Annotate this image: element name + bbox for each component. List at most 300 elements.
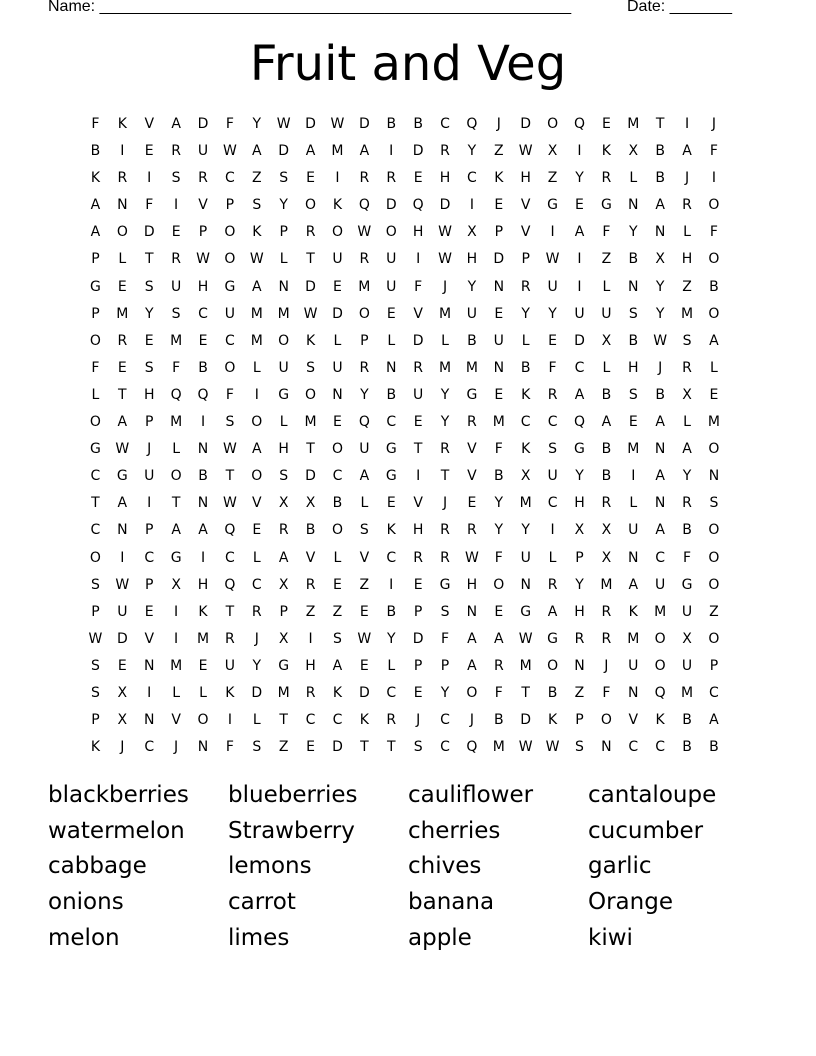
grid-letter: J	[442, 495, 448, 512]
grid-letter: U	[386, 251, 397, 268]
grid-row	[82, 436, 727, 463]
grid-letter: N	[493, 359, 505, 376]
grid-letter: I	[335, 170, 340, 187]
grid-letter: E	[575, 197, 584, 214]
grid-letter: B	[332, 495, 343, 512]
grid-letter: X	[520, 468, 531, 485]
grid-letter: K	[601, 143, 611, 160]
grid-letter: P	[198, 224, 208, 241]
word-list-item: cherries	[408, 817, 501, 844]
grid-letter: U	[144, 468, 155, 485]
grid-letter: L	[441, 332, 449, 349]
grid-letter: R	[117, 332, 128, 349]
grid-letter: W	[545, 251, 560, 268]
grid-letter: U	[278, 359, 289, 376]
grid-letter: D	[305, 116, 316, 132]
grid-letter: R	[520, 278, 531, 295]
grid-letter: W	[357, 224, 372, 241]
grid-row	[82, 572, 727, 599]
word-list-item: chives	[408, 853, 482, 880]
grid-letter: L	[199, 684, 207, 701]
grid-letter: D	[412, 630, 424, 647]
grid-letter: G	[439, 576, 451, 593]
grid-letter: V	[359, 549, 370, 566]
grid-letter: G	[278, 657, 290, 674]
grid-letter: Y	[252, 116, 262, 132]
grid-letter: Y	[521, 305, 530, 322]
grid-letter: S	[91, 657, 100, 674]
grid-letter: L	[387, 657, 396, 674]
grid-letter: O	[170, 468, 182, 485]
grid-letter: S	[628, 386, 638, 403]
grid-letter: R	[601, 495, 612, 512]
grid-letter: F	[145, 197, 154, 214]
grid-letter: M	[627, 441, 640, 458]
grid-letter: R	[386, 170, 397, 187]
grid-letter: A	[682, 143, 692, 160]
grid-letter: W	[303, 305, 318, 322]
grid-letter: K	[359, 712, 369, 729]
grid-letter: J	[147, 441, 152, 458]
grid-letter: B	[494, 468, 504, 485]
grid-row	[82, 680, 727, 707]
grid-letter: B	[198, 468, 208, 485]
grid-letter: W	[545, 739, 560, 756]
grid-letter: M	[250, 305, 263, 322]
word-list-item: onions	[48, 889, 124, 916]
grid-letter: X	[278, 495, 289, 512]
grid-letter: M	[277, 305, 290, 322]
grid-letter: M	[438, 359, 452, 376]
grid-letter: O	[708, 549, 720, 566]
grid-letter: R	[574, 630, 585, 647]
grid-letter: N	[278, 278, 289, 295]
grid-letter: T	[360, 739, 369, 756]
grid-letter: D	[197, 116, 209, 132]
grid-letter: Z	[278, 739, 289, 756]
grid-letter: E	[413, 576, 423, 593]
grid-letter: R	[359, 359, 370, 376]
grid-letter: A	[655, 522, 665, 539]
grid-letter: Q	[412, 197, 424, 214]
grid-letter: T	[386, 739, 396, 756]
grid-letter: R	[467, 414, 477, 431]
grid-letter: I	[416, 468, 421, 485]
grid-letter: M	[680, 684, 694, 701]
grid-letter: P	[91, 251, 100, 268]
grid-letter: C	[225, 332, 235, 349]
grid-letter: F	[91, 116, 100, 132]
grid-row	[82, 192, 727, 219]
grid-letter: I	[711, 170, 716, 187]
grid-letter: T	[306, 441, 315, 458]
grid-letter: A	[171, 522, 181, 539]
grid-letter: T	[521, 684, 530, 701]
grid-letter: C	[225, 170, 235, 187]
grid-letter: B	[547, 684, 558, 701]
grid-letter: P	[91, 712, 100, 729]
grid-letter: B	[386, 116, 397, 132]
grid-letter: J	[711, 116, 716, 132]
grid-letter: O	[251, 414, 263, 431]
grid-letter: R	[601, 630, 612, 647]
grid-letter: A	[494, 630, 504, 647]
grid-letter: D	[574, 332, 585, 349]
grid-letter: D	[143, 224, 155, 241]
grid-letter: P	[413, 603, 423, 620]
grid-letter: K	[521, 441, 531, 458]
grid-letter: R	[682, 495, 692, 512]
grid-letter: Z	[332, 603, 343, 620]
grid-letter: M	[170, 332, 183, 349]
grid-letter: I	[389, 576, 394, 593]
grid-letter: O	[89, 549, 101, 566]
grid-letter: I	[147, 170, 152, 187]
grid-letter: M	[627, 116, 640, 132]
grid-letter: R	[440, 441, 450, 458]
grid-letter: B	[413, 116, 423, 132]
grid-letter: V	[520, 224, 531, 241]
word-list-item: cantaloupe	[588, 782, 717, 808]
grid-letter: P	[279, 603, 288, 620]
grid-letter: C	[547, 495, 558, 512]
grid-letter: G	[681, 576, 693, 593]
grid-letter: L	[360, 495, 369, 512]
grid-letter: K	[305, 332, 316, 349]
grid-letter: U	[117, 603, 128, 620]
grid-letter: Y	[575, 468, 584, 485]
grid-letter: S	[252, 197, 262, 214]
grid-letter: N	[628, 549, 639, 566]
grid-letter: Y	[494, 495, 504, 512]
grid-letter: K	[655, 712, 665, 729]
grid-letter: P	[145, 522, 154, 539]
grid-letter: O	[358, 305, 370, 322]
grid-letter: I	[550, 224, 555, 241]
grid-letter: B	[494, 712, 504, 729]
grid-letter: R	[305, 224, 316, 241]
grid-letter: U	[628, 657, 639, 674]
grid-letter: X	[117, 684, 128, 701]
grid-letter: S	[575, 739, 584, 756]
grid-letter: G	[547, 197, 559, 214]
grid-letter: W	[357, 630, 372, 647]
grid-letter: X	[547, 143, 558, 160]
grid-letter: D	[251, 684, 263, 701]
word-list-item: Strawberry	[228, 817, 355, 844]
grid-letter: W	[249, 251, 264, 268]
grid-letter: E	[601, 116, 611, 132]
grid-letter: L	[683, 414, 691, 431]
grid-letter: N	[143, 657, 155, 674]
grid-letter: P	[494, 224, 504, 241]
grid-letter: W	[115, 576, 130, 593]
grid-letter: L	[118, 251, 127, 268]
grid-letter: I	[577, 143, 582, 160]
grid-letter: X	[171, 576, 181, 593]
grid-letter: B	[709, 739, 719, 756]
grid-letter: N	[628, 684, 639, 701]
grid-letter: Q	[573, 414, 585, 431]
grid-letter: U	[681, 603, 693, 620]
grid-letter: M	[519, 657, 532, 674]
grid-letter: F	[494, 549, 503, 566]
grid-letter: C	[520, 414, 531, 431]
grid-letter: T	[225, 468, 235, 485]
grid-letter: S	[682, 332, 692, 349]
grid-letter: N	[466, 603, 478, 620]
grid-letter: O	[466, 684, 478, 701]
grid-letter: W	[438, 251, 452, 268]
grid-letter: H	[439, 170, 451, 187]
grid-letter: E	[494, 603, 504, 620]
grid-letter: M	[304, 414, 317, 431]
grid-letter: M	[492, 414, 505, 431]
grid-letter: N	[708, 468, 720, 485]
grid-letter: H	[278, 441, 289, 458]
grid-letter: F	[494, 441, 503, 458]
grid-letter: S	[171, 305, 181, 322]
grid-letter: A	[359, 143, 370, 160]
grid-letter: V	[520, 197, 531, 214]
grid-letter: W	[222, 143, 237, 160]
grid-letter: N	[117, 197, 128, 214]
grid-letter: E	[413, 170, 423, 187]
grid-letter: N	[197, 495, 209, 512]
grid-letter: E	[117, 657, 127, 674]
grid-letter: H	[574, 603, 585, 620]
grid-letter: R	[682, 197, 692, 214]
grid-letter: G	[278, 386, 290, 403]
grid-letter: C	[628, 739, 639, 756]
grid-letter: E	[171, 224, 181, 241]
grid-letter: N	[520, 576, 531, 593]
grid-letter: A	[198, 522, 208, 539]
grid-letter: E	[709, 386, 719, 403]
grid-letter: E	[628, 414, 638, 431]
grid-letter: B	[198, 359, 208, 376]
grid-letter: Q	[358, 197, 370, 214]
page-title: Fruit and Veg	[249, 36, 567, 92]
grid-letter: I	[147, 495, 152, 512]
grid-letter: X	[574, 522, 585, 539]
grid-letter: I	[550, 522, 555, 539]
grid-letter: C	[547, 414, 558, 431]
grid-letter: A	[117, 414, 128, 431]
grid-letter: E	[333, 278, 342, 295]
grid-letter: U	[197, 143, 209, 160]
grid-letter: L	[602, 359, 611, 376]
grid-letter: P	[440, 657, 450, 674]
grid-letter: J	[604, 657, 609, 674]
grid-letter: R	[359, 170, 370, 187]
grid-letter: L	[172, 684, 181, 701]
grid-letter: E	[252, 522, 262, 539]
grid-letter: D	[358, 116, 370, 132]
grid-row	[82, 328, 727, 355]
grid-letter: P	[575, 549, 584, 566]
grid-letter: B	[520, 359, 531, 376]
grid-letter: T	[413, 441, 423, 458]
grid-letter: L	[172, 441, 181, 458]
grid-letter: R	[413, 549, 423, 566]
grid-letter: F	[548, 359, 557, 376]
grid-letter: R	[251, 603, 262, 620]
grid-letter: R	[493, 657, 504, 674]
grid-letter: R	[305, 576, 316, 593]
grid-letter: T	[171, 495, 181, 512]
grid-letter: X	[601, 522, 612, 539]
grid-letter: K	[494, 170, 504, 187]
grid-letter: T	[91, 495, 100, 512]
grid-letter: Q	[573, 116, 585, 132]
grid-letter: K	[252, 224, 262, 241]
grid-letter: R	[171, 143, 181, 160]
grid-letter: M	[358, 278, 371, 295]
grid-letter: R	[547, 576, 558, 593]
grid-letter: W	[222, 441, 237, 458]
grid-letter: N	[601, 739, 612, 756]
grid-letter: O	[708, 251, 720, 268]
grid-letter: C	[655, 739, 666, 756]
grid-letter: D	[305, 278, 316, 295]
grid-letter: L	[252, 359, 261, 376]
grid-letter: N	[654, 441, 666, 458]
grid-letter: D	[385, 197, 397, 214]
grid-letter: R	[440, 549, 450, 566]
grid-letter: W	[464, 549, 479, 566]
grid-letter: S	[279, 468, 289, 485]
word-list-item: garlic	[588, 853, 652, 880]
grid-letter: L	[387, 332, 396, 349]
grid-letter: S	[91, 576, 100, 593]
grid-letter: X	[628, 143, 639, 160]
grid-letter: D	[116, 630, 128, 647]
grid-letter: R	[386, 712, 397, 729]
grid-letter: M	[250, 332, 263, 349]
grid-letter: L	[333, 549, 342, 566]
grid-letter: I	[577, 278, 582, 295]
grid-letter: B	[386, 386, 397, 403]
grid-letter: V	[144, 630, 155, 647]
grid-letter: O	[224, 359, 236, 376]
grid-letter: S	[225, 414, 235, 431]
grid-letter: O	[305, 386, 317, 403]
grid-letter: O	[89, 414, 101, 431]
grid-letter: A	[252, 143, 262, 160]
grid-letter: N	[332, 386, 343, 403]
grid-letter: T	[655, 116, 665, 132]
grid-letter: R	[413, 359, 423, 376]
word-list-item: lemons	[228, 853, 312, 880]
grid-letter: E	[494, 197, 504, 214]
grid-letter: C	[386, 414, 397, 431]
grid-letter: Y	[467, 278, 477, 295]
grid-letter: O	[708, 441, 720, 458]
grid-letter: A	[601, 414, 612, 431]
grid-letter: M	[519, 495, 532, 512]
grid-letter: C	[467, 170, 477, 187]
grid-letter: K	[332, 197, 343, 214]
grid-letter: G	[90, 278, 101, 295]
grid-letter: E	[494, 305, 504, 322]
grid-letter: Z	[682, 278, 692, 295]
grid-letter: U	[655, 576, 666, 593]
grid-letter: U	[493, 332, 504, 349]
word-list-item: banana	[408, 889, 495, 916]
grid-letter: I	[227, 712, 232, 729]
grid-letter: E	[144, 332, 154, 349]
grid-letter: X	[601, 332, 612, 349]
grid-letter: A	[359, 468, 370, 485]
grid-letter: L	[521, 332, 530, 349]
grid-row	[82, 490, 727, 517]
grid-letter: M	[465, 359, 478, 376]
grid-letter: O	[708, 522, 720, 539]
grid-letter: L	[548, 549, 557, 566]
grid-letter: M	[492, 739, 505, 756]
grid-letter: L	[710, 359, 718, 376]
grid-letter: A	[682, 441, 692, 458]
grid-letter: A	[547, 603, 558, 620]
grid-letter: U	[547, 278, 558, 295]
grid-letter: I	[174, 197, 179, 214]
grid-letter: K	[225, 684, 235, 701]
grid-letter: P	[413, 657, 423, 674]
grid-letter: M	[654, 603, 667, 620]
grid-letter: X	[278, 630, 289, 647]
grid-letter: Y	[575, 170, 584, 187]
grid-letter: K	[90, 170, 101, 187]
grid-letter: F	[709, 224, 718, 241]
grid-letter: O	[89, 332, 101, 349]
grid-letter: S	[709, 495, 719, 512]
grid-letter: I	[684, 116, 690, 132]
grid-letter: R	[547, 386, 558, 403]
grid-letter: G	[170, 549, 182, 566]
grid-letter: G	[90, 441, 101, 458]
grid-letter: F	[440, 630, 450, 647]
grid-letter: E	[386, 305, 396, 322]
grid-letter: X	[305, 495, 316, 512]
grid-letter: N	[117, 522, 128, 539]
grid-letter: I	[174, 630, 179, 647]
grid-letter: J	[174, 739, 179, 756]
grid-letter: C	[332, 712, 343, 729]
grid-letter: M	[170, 657, 183, 674]
grid-letter: K	[547, 712, 558, 729]
grid-letter: D	[412, 332, 424, 349]
grid-letter: A	[90, 224, 101, 241]
grid-letter: T	[225, 603, 235, 620]
grid-letter: E	[117, 359, 127, 376]
grid-letter: S	[333, 630, 342, 647]
grid-letter: Z	[601, 251, 612, 268]
grid-letter: V	[198, 197, 208, 214]
grid-letter: P	[279, 224, 288, 241]
grid-letter: G	[520, 603, 532, 620]
grid-letter: W	[518, 143, 533, 160]
grid-letter: M	[627, 630, 640, 647]
word-list-item: cabbage	[48, 853, 147, 880]
grid-letter: N	[386, 359, 397, 376]
grid-row	[82, 653, 727, 680]
grid-letter: B	[90, 143, 101, 160]
grid-row	[82, 138, 727, 165]
grid-letter: J	[658, 359, 663, 376]
grid-letter: K	[117, 116, 127, 132]
grid-letter: E	[306, 739, 315, 756]
